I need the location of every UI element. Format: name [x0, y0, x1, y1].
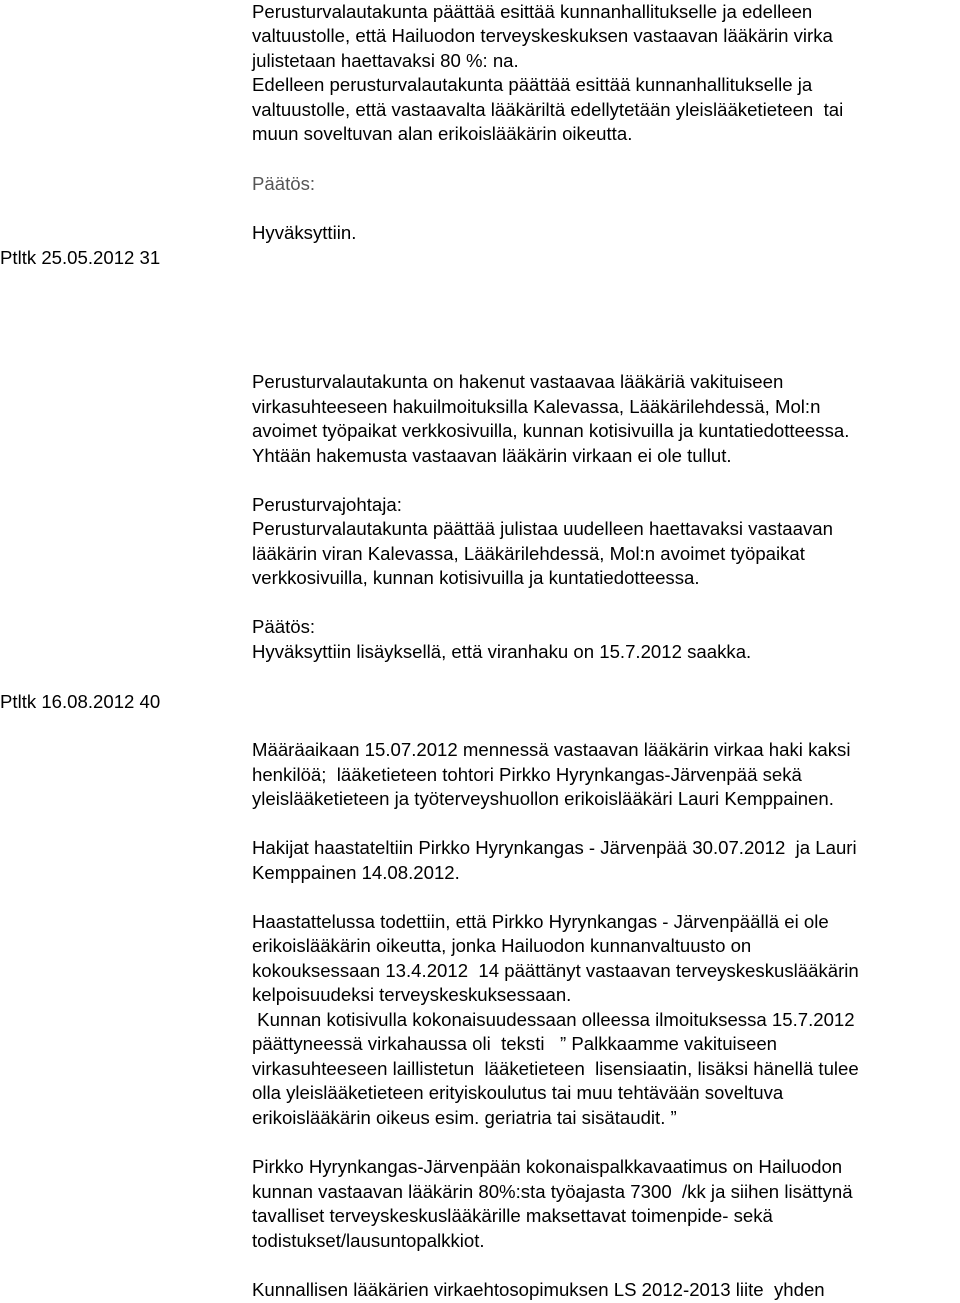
- decision-text: Hyväksyttiin lisäyksellä, että viranhaku on 15.7.2012 saakka.: [252, 641, 752, 662]
- director-label: Perusturvajohtaja:: [252, 494, 402, 515]
- text-line: päättyneessä virkahaussa oli teksti ” Palkkaamme vakituiseen: [252, 1033, 778, 1054]
- text-line: valtuustolle, että vastaavalta lääkäriltä edellytetään yleislääketieteen tai: [252, 99, 844, 120]
- text-line: Edelleen perusturvalautakunta päättää esittää kunnanhallitukselle ja: [252, 74, 813, 95]
- meeting-reference: Ptltk 16.08.2012 40: [0, 691, 161, 712]
- text-line: lääkärin viran Kalevassa, Lääkärilehdessä, Mol:n avoimet työpaikat: [252, 543, 805, 564]
- meeting-reference: Ptltk 25.05.2012 31: [0, 247, 161, 268]
- text-line: Kunnallisen lääkärien virkaehtosopimuksen LS 2012-2013 liite yhden: [252, 1279, 825, 1300]
- text-line: Pirkko Hyrynkangas-Järvenpään kokonaispalkkavaatimus on Hailuodon: [252, 1156, 843, 1177]
- text-line: Perusturvalautakunta päättää julistaa uudelleen haettavaksi vastaavan: [252, 518, 833, 539]
- text-line: kelpoisuudeksi terveyskeskuksessaan.: [252, 984, 572, 1005]
- text-line: Hakijat haastateltiin Pirkko Hyrynkangas - Järvenpää 30.07.2012 ja Lauri: [252, 837, 857, 858]
- text-line: Haastattelussa todettiin, että Pirkko Hyrynkangas - Järvenpäällä ei ole: [252, 911, 829, 932]
- text-line: yleislääketieteen ja työterveyshuollon erikoislääkäri Lauri Kemppainen.: [252, 788, 834, 809]
- text-line: Yhtään hakemusta vastaavan lääkärin virkaan ei ole tullut.: [252, 445, 732, 466]
- text-line: henkilöä; lääketieteen tohtori Pirkko Hyrynkangas-Järvenpää sekä: [252, 764, 802, 785]
- text-line: kunnan vastaavan lääkärin 80%:sta työajasta 7300 /kk ja siihen lisättynä: [252, 1181, 853, 1202]
- text-line: Kunnan kotisivulla kokonaisuudessaan olleessa ilmoituksessa 15.7.2012: [252, 1009, 855, 1030]
- text-line: julistetaan haettavaksi 80 %: na.: [252, 50, 519, 71]
- text-line: verkkosivuilla, kunnan kotisivuilla ja kuntatiedotteessa.: [252, 567, 700, 588]
- text-line: valtuustolle, että Hailuodon terveyskeskuksen vastaavan lääkärin virka: [252, 25, 833, 46]
- text-line: erikoislääkärin oikeutta, jonka Hailuodon kunnanvaltuusto on: [252, 935, 752, 956]
- text-line: kokouksessaan 13.4.2012 14 päättänyt vastaavan terveyskeskuslääkärin: [252, 960, 859, 981]
- text-line: Kemppainen 14.08.2012.: [252, 862, 460, 883]
- decision-text: Hyväksyttiin.: [252, 222, 357, 243]
- text-line: olla yleislääketieteen erityiskoulutus tai muu tehtävään soveltuva: [252, 1082, 784, 1103]
- text-line: todistukset/lausuntopalkkiot.: [252, 1230, 485, 1251]
- decision-label: Päätös:: [252, 616, 316, 637]
- text-line: Perusturvalautakunta on hakenut vastaavaa lääkäriä vakituiseen: [252, 371, 784, 392]
- text-line: muun soveltuvan alan erikoislääkärin oikeutta.: [252, 123, 633, 144]
- text-line: Määräaikaan 15.07.2012 mennessä vastaavan lääkärin virkaa haki kaksi: [252, 739, 851, 760]
- text-line: avoimet työpaikat verkkosivuilla, kunnan kotisivuilla ja kuntatiedotteessa.: [252, 420, 850, 441]
- decision-label: Päätös:: [252, 173, 316, 194]
- text-line: Perusturvalautakunta päättää esittää kunnanhallitukselle ja edelleen: [252, 1, 813, 22]
- text-line: virkasuhteeseen laillistetun lääketieteen lisensiaatin, lisäksi hänellä tulee: [252, 1058, 859, 1079]
- text-line: tavalliset terveyskeskuslääkärille maksettavat toimenpide- sekä: [252, 1205, 773, 1226]
- text-line: erikoislääkärin oikeus esim. geriatria tai sisätaudit. ”: [252, 1107, 677, 1128]
- text-line: virkasuhteeseen hakuilmoituksilla Kalevassa, Lääkärilehdessä, Mol:n: [252, 396, 821, 417]
